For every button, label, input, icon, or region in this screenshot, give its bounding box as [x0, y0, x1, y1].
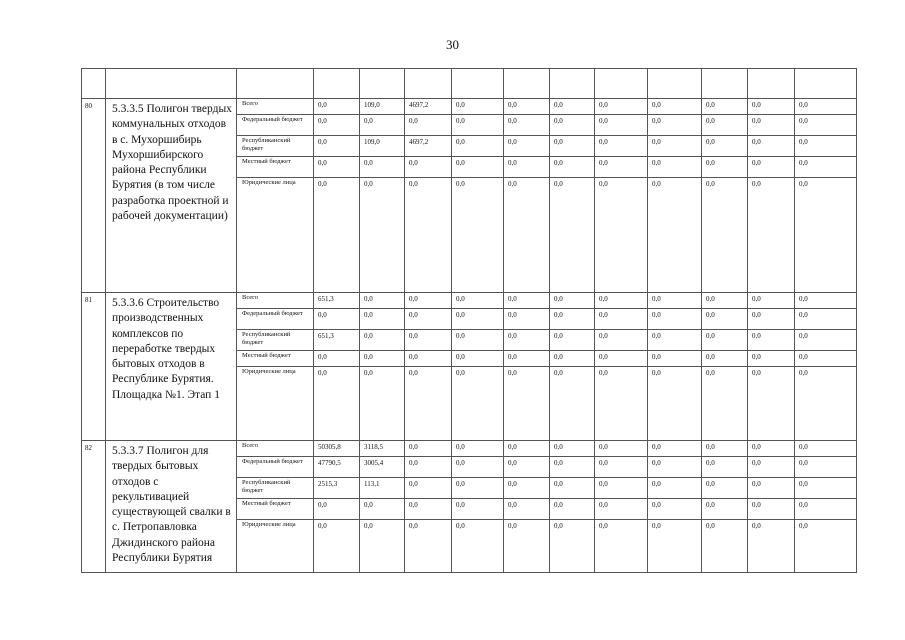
- value-cell: 0,0: [795, 478, 857, 499]
- value-cell: 0,0: [550, 99, 595, 115]
- value-cell: 0,0: [314, 309, 360, 330]
- row-number: 82: [82, 441, 106, 573]
- header-cell: [106, 69, 237, 99]
- value-cell: 0,0: [504, 309, 550, 330]
- value-cell: 0,0: [595, 441, 648, 457]
- measure-name: 5.3.3.5 Полигон твердых коммунальных отходов в с. Мухоршибирь Мухоршибирского района Республики Бурятия (в том числе разработка проектной и рабочей документации): [106, 99, 237, 293]
- measure-name: 5.3.3.7 Полигон для твердых бытовых отходов с рекультивацией существующей свалки в с. Петропавловка Джидинского района Республики Бурятия: [106, 441, 237, 573]
- header-cell: [595, 69, 648, 99]
- value-cell: 0,0: [360, 330, 405, 351]
- header-cell: [360, 69, 405, 99]
- value-cell: 0,0: [452, 178, 504, 293]
- value-cell: 0,0: [648, 309, 702, 330]
- value-cell: 0,0: [405, 441, 452, 457]
- value-cell: 0,0: [504, 520, 550, 573]
- value-cell: 0,0: [748, 457, 795, 478]
- value-cell: 0,0: [748, 136, 795, 157]
- value-cell: 0,0: [360, 351, 405, 367]
- value-cell: 0,0: [595, 293, 648, 309]
- value-cell: 0,0: [452, 457, 504, 478]
- value-cell: 0,0: [648, 441, 702, 457]
- value-cell: 0,0: [595, 178, 648, 293]
- value-cell: 0,0: [748, 99, 795, 115]
- value-cell: 0,0: [405, 330, 452, 351]
- value-cell: 0,0: [452, 520, 504, 573]
- value-cell: 0,0: [795, 99, 857, 115]
- value-cell: 0,0: [550, 115, 595, 136]
- value-cell: 0,0: [795, 178, 857, 293]
- value-cell: 0,0: [452, 499, 504, 520]
- value-cell: 0,0: [550, 178, 595, 293]
- funding-source: Федеральный бюджет: [237, 309, 314, 330]
- header-cell: [405, 69, 452, 99]
- value-cell: 0,0: [550, 499, 595, 520]
- funding-source: Республиканский бюджет: [237, 136, 314, 157]
- funding-source: Всего: [237, 99, 314, 115]
- value-cell: 0,0: [595, 136, 648, 157]
- value-cell: 47790,5: [314, 457, 360, 478]
- value-cell: 0,0: [702, 457, 748, 478]
- value-cell: 0,0: [314, 499, 360, 520]
- value-cell: 0,0: [795, 115, 857, 136]
- value-cell: 0,0: [795, 157, 857, 178]
- value-cell: 0,0: [314, 136, 360, 157]
- value-cell: 0,0: [702, 178, 748, 293]
- value-cell: 0,0: [405, 478, 452, 499]
- funding-source: Федеральный бюджет: [237, 457, 314, 478]
- value-cell: 2515,3: [314, 478, 360, 499]
- value-cell: 0,0: [360, 309, 405, 330]
- value-cell: 0,0: [550, 457, 595, 478]
- value-cell: 0,0: [702, 157, 748, 178]
- value-cell: 0,0: [595, 99, 648, 115]
- funding-source: Федеральный бюджет: [237, 115, 314, 136]
- value-cell: 0,0: [748, 309, 795, 330]
- value-cell: 0,0: [504, 351, 550, 367]
- value-cell: 3005,4: [360, 457, 405, 478]
- value-cell: 0,0: [504, 499, 550, 520]
- header-cell: [550, 69, 595, 99]
- value-cell: 0,0: [702, 330, 748, 351]
- value-cell: 0,0: [702, 520, 748, 573]
- value-cell: 3118,5: [360, 441, 405, 457]
- value-cell: 0,0: [748, 178, 795, 293]
- value-cell: 0,0: [648, 99, 702, 115]
- value-cell: 0,0: [648, 115, 702, 136]
- value-cell: 0,0: [748, 367, 795, 441]
- value-cell: 0,0: [314, 157, 360, 178]
- table-header-row: [82, 69, 857, 99]
- value-cell: 0,0: [550, 330, 595, 351]
- value-cell: 651,3: [314, 330, 360, 351]
- value-cell: 0,0: [702, 499, 748, 520]
- value-cell: 0,0: [702, 441, 748, 457]
- value-cell: 0,0: [550, 367, 595, 441]
- value-cell: 0,0: [702, 293, 748, 309]
- header-cell: [237, 69, 314, 99]
- value-cell: 0,0: [748, 293, 795, 309]
- funding-source: Республиканский бюджет: [237, 330, 314, 351]
- value-cell: 0,0: [795, 499, 857, 520]
- value-cell: 0,0: [504, 478, 550, 499]
- value-cell: 0,0: [595, 157, 648, 178]
- value-cell: 0,0: [648, 478, 702, 499]
- value-cell: 0,0: [550, 157, 595, 178]
- value-cell: 0,0: [504, 157, 550, 178]
- value-cell: 0,0: [452, 293, 504, 309]
- value-cell: 0,0: [504, 367, 550, 441]
- value-cell: 0,0: [360, 520, 405, 573]
- value-cell: 0,0: [504, 441, 550, 457]
- table-row: [82, 293, 857, 309]
- value-cell: 0,0: [748, 351, 795, 367]
- value-cell: 50305,8: [314, 441, 360, 457]
- value-cell: 0,0: [795, 293, 857, 309]
- value-cell: 0,0: [550, 293, 595, 309]
- row-number: 81: [82, 293, 106, 441]
- value-cell: 0,0: [748, 157, 795, 178]
- value-cell: 0,0: [648, 330, 702, 351]
- value-cell: 0,0: [550, 309, 595, 330]
- row-number: 80: [82, 99, 106, 293]
- value-cell: 0,0: [452, 330, 504, 351]
- value-cell: 0,0: [405, 499, 452, 520]
- value-cell: 0,0: [595, 309, 648, 330]
- value-cell: 4697,2: [405, 99, 452, 115]
- value-cell: 0,0: [795, 351, 857, 367]
- value-cell: 0,0: [748, 115, 795, 136]
- value-cell: 0,0: [795, 367, 857, 441]
- value-cell: 0,0: [648, 157, 702, 178]
- value-cell: 0,0: [648, 351, 702, 367]
- value-cell: 0,0: [360, 499, 405, 520]
- value-cell: 0,0: [360, 367, 405, 441]
- value-cell: 0,0: [314, 115, 360, 136]
- value-cell: 0,0: [702, 136, 748, 157]
- value-cell: 0,0: [314, 520, 360, 573]
- value-cell: 0,0: [452, 157, 504, 178]
- value-cell: 0,0: [648, 367, 702, 441]
- value-cell: 0,0: [452, 99, 504, 115]
- value-cell: 0,0: [360, 157, 405, 178]
- value-cell: 0,0: [504, 99, 550, 115]
- value-cell: 0,0: [702, 309, 748, 330]
- measure-name: 5.3.3.6 Строительство производственных комплексов по переработке твердых бытовых отходов в Республике Бурятия. Площадка №1. Этап 1: [106, 293, 237, 441]
- value-cell: 0,0: [748, 478, 795, 499]
- value-cell: 0,0: [550, 441, 595, 457]
- funding-table: [81, 68, 857, 573]
- header-cell: [504, 69, 550, 99]
- header-cell: [795, 69, 857, 99]
- value-cell: 0,0: [648, 499, 702, 520]
- value-cell: 0,0: [748, 330, 795, 351]
- value-cell: 0,0: [595, 367, 648, 441]
- value-cell: 0,0: [648, 178, 702, 293]
- value-cell: 0,0: [405, 309, 452, 330]
- funding-source: Юридические лица: [237, 367, 314, 441]
- value-cell: 0,0: [360, 115, 405, 136]
- value-cell: 0,0: [405, 178, 452, 293]
- value-cell: 0,0: [314, 367, 360, 441]
- value-cell: 0,0: [314, 99, 360, 115]
- value-cell: 0,0: [405, 157, 452, 178]
- value-cell: 0,0: [314, 178, 360, 293]
- funding-source: Юридические лица: [237, 178, 314, 293]
- header-cell: [648, 69, 702, 99]
- value-cell: 0,0: [795, 457, 857, 478]
- value-cell: 0,0: [702, 367, 748, 441]
- value-cell: 0,0: [452, 367, 504, 441]
- value-cell: 0,0: [314, 351, 360, 367]
- value-cell: 0,0: [795, 441, 857, 457]
- value-cell: 0,0: [648, 457, 702, 478]
- value-cell: 0,0: [504, 293, 550, 309]
- value-cell: 0,0: [702, 478, 748, 499]
- page-number: 30: [446, 37, 459, 52]
- value-cell: 0,0: [748, 499, 795, 520]
- value-cell: 0,0: [550, 478, 595, 499]
- value-cell: 0,0: [550, 520, 595, 573]
- value-cell: 0,0: [504, 457, 550, 478]
- value-cell: 0,0: [795, 136, 857, 157]
- value-cell: 0,0: [795, 309, 857, 330]
- value-cell: 0,0: [595, 478, 648, 499]
- value-cell: 0,0: [550, 136, 595, 157]
- header-cell: [702, 69, 748, 99]
- value-cell: 0,0: [452, 309, 504, 330]
- value-cell: 0,0: [405, 367, 452, 441]
- value-cell: 0,0: [452, 351, 504, 367]
- funding-source: Местный бюджет: [237, 499, 314, 520]
- value-cell: 0,0: [702, 351, 748, 367]
- funding-source: Всего: [237, 293, 314, 309]
- value-cell: 0,0: [595, 520, 648, 573]
- value-cell: 0,0: [405, 351, 452, 367]
- funding-source: Всего: [237, 441, 314, 457]
- header-cell: [452, 69, 504, 99]
- value-cell: 0,0: [795, 330, 857, 351]
- value-cell: 0,0: [795, 520, 857, 573]
- value-cell: 113,1: [360, 478, 405, 499]
- table-row: [82, 441, 857, 457]
- value-cell: 0,0: [595, 330, 648, 351]
- value-cell: 0,0: [504, 115, 550, 136]
- value-cell: 0,0: [504, 330, 550, 351]
- header-cell: [314, 69, 360, 99]
- value-cell: 0,0: [405, 457, 452, 478]
- value-cell: 0,0: [648, 520, 702, 573]
- header-cell: [748, 69, 795, 99]
- value-cell: 0,0: [748, 441, 795, 457]
- value-cell: 0,0: [595, 351, 648, 367]
- value-cell: 0,0: [405, 293, 452, 309]
- value-cell: 0,0: [550, 351, 595, 367]
- value-cell: 0,0: [648, 136, 702, 157]
- value-cell: 0,0: [405, 115, 452, 136]
- value-cell: 0,0: [648, 293, 702, 309]
- value-cell: 109,0: [360, 99, 405, 115]
- value-cell: 0,0: [452, 441, 504, 457]
- funding-source: Местный бюджет: [237, 351, 314, 367]
- value-cell: 0,0: [452, 136, 504, 157]
- funding-source: Юридические лица: [237, 520, 314, 573]
- funding-source: Республиканский бюджет: [237, 478, 314, 499]
- funding-source: Местный бюджет: [237, 157, 314, 178]
- value-cell: 4697,2: [405, 136, 452, 157]
- value-cell: 0,0: [595, 499, 648, 520]
- value-cell: 0,0: [748, 520, 795, 573]
- value-cell: 0,0: [504, 136, 550, 157]
- value-cell: 0,0: [405, 520, 452, 573]
- value-cell: 0,0: [360, 178, 405, 293]
- value-cell: 0,0: [504, 178, 550, 293]
- value-cell: 0,0: [452, 115, 504, 136]
- value-cell: 0,0: [452, 478, 504, 499]
- value-cell: 109,0: [360, 136, 405, 157]
- value-cell: 0,0: [595, 457, 648, 478]
- value-cell: 0,0: [360, 293, 405, 309]
- value-cell: 651,3: [314, 293, 360, 309]
- header-cell: [82, 69, 106, 99]
- table-row: [82, 99, 857, 115]
- value-cell: 0,0: [702, 115, 748, 136]
- value-cell: 0,0: [702, 99, 748, 115]
- value-cell: 0,0: [595, 115, 648, 136]
